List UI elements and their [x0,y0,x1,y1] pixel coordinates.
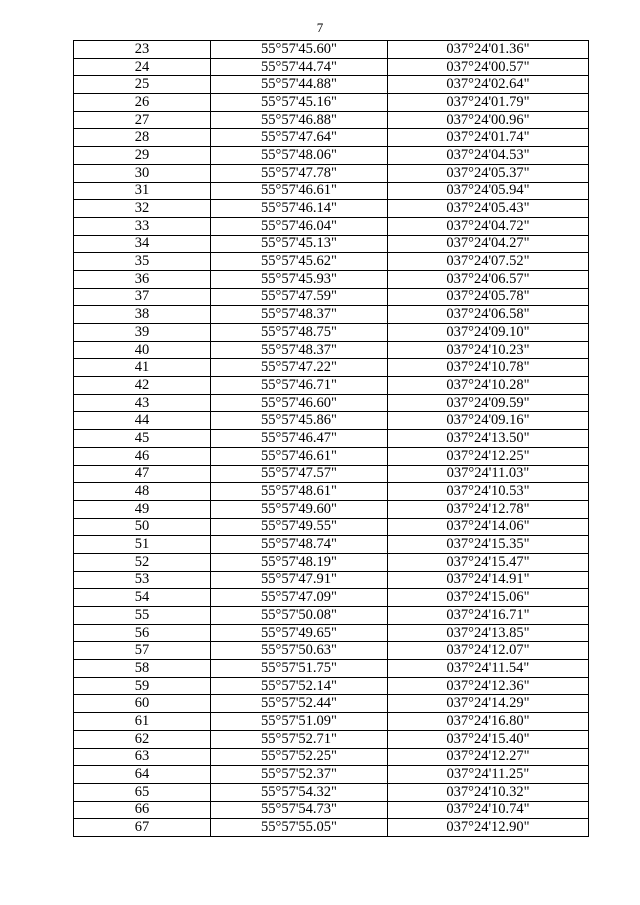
table-row [74,695,589,713]
table-row [74,359,589,377]
point-number-cell: 37 [74,288,211,306]
point-number-cell: 39 [74,324,211,342]
coordinates-table-body [74,41,589,837]
longitude-cell: 037°24'06.57" [388,270,589,288]
point-number-cell: 40 [74,341,211,359]
latitude-cell: 55°57'50.63" [211,642,388,660]
longitude-cell: 037°24'05.37" [388,164,589,182]
point-number-cell: 31 [74,182,211,200]
latitude-cell: 55°57'46.61" [211,182,388,200]
latitude-cell: 55°57'46.47" [211,430,388,448]
latitude-cell: 55°57'55.05" [211,819,388,837]
table-row [74,500,589,518]
longitude-cell: 037°24'10.74" [388,801,589,819]
point-number-cell: 41 [74,359,211,377]
latitude-cell: 55°57'48.19" [211,553,388,571]
point-number-cell: 26 [74,94,211,112]
point-number-cell: 62 [74,730,211,748]
table-row [74,713,589,731]
longitude-cell: 037°24'13.85" [388,624,589,642]
longitude-cell: 037°24'16.80" [388,713,589,731]
point-number-cell: 48 [74,483,211,501]
point-number-cell: 67 [74,819,211,837]
table-row [74,801,589,819]
table-row [74,164,589,182]
table-row [74,288,589,306]
longitude-cell: 037°24'05.43" [388,200,589,218]
longitude-cell: 037°24'13.50" [388,430,589,448]
latitude-cell: 55°57'47.59" [211,288,388,306]
longitude-cell: 037°24'00.96" [388,111,589,129]
longitude-cell: 037°24'06.58" [388,306,589,324]
longitude-cell: 037°24'15.40" [388,730,589,748]
latitude-cell: 55°57'47.57" [211,465,388,483]
latitude-cell: 55°57'45.16" [211,94,388,112]
latitude-cell: 55°57'44.74" [211,58,388,76]
point-number-cell: 46 [74,447,211,465]
point-number-cell: 25 [74,76,211,94]
point-number-cell: 52 [74,553,211,571]
point-number-cell: 34 [74,235,211,253]
table-row [74,235,589,253]
latitude-cell: 55°57'45.62" [211,253,388,271]
latitude-cell: 55°57'54.73" [211,801,388,819]
point-number-cell: 36 [74,270,211,288]
point-number-cell: 63 [74,748,211,766]
table-row [74,447,589,465]
latitude-cell: 55°57'46.71" [211,377,388,395]
point-number-cell: 33 [74,217,211,235]
table-row [74,430,589,448]
longitude-cell: 037°24'02.64" [388,76,589,94]
page-number: 7 [316,20,324,35]
table-row [74,642,589,660]
table-row [74,766,589,784]
latitude-cell: 55°57'48.37" [211,341,388,359]
latitude-cell: 55°57'47.64" [211,129,388,147]
latitude-cell: 55°57'46.14" [211,200,388,218]
point-number-cell: 60 [74,695,211,713]
longitude-cell: 037°24'10.28" [388,377,589,395]
point-number-cell: 64 [74,766,211,784]
point-number-cell: 23 [74,41,211,59]
latitude-cell: 55°57'46.60" [211,394,388,412]
latitude-cell: 55°57'48.37" [211,306,388,324]
longitude-cell: 037°24'12.25" [388,447,589,465]
table-row [74,819,589,837]
table-row [74,465,589,483]
table-row [74,677,589,695]
table-row [74,571,589,589]
table-row [74,200,589,218]
point-number-cell: 50 [74,518,211,536]
latitude-cell: 55°57'52.71" [211,730,388,748]
latitude-cell: 55°57'44.88" [211,76,388,94]
table-row [74,41,589,59]
latitude-cell: 55°57'51.75" [211,660,388,678]
longitude-cell: 037°24'04.27" [388,235,589,253]
longitude-cell: 037°24'15.35" [388,536,589,554]
latitude-cell: 55°57'49.65" [211,624,388,642]
table-row [74,394,589,412]
table-row [74,536,589,554]
table-row [74,111,589,129]
longitude-cell: 037°24'04.72" [388,217,589,235]
point-number-cell: 29 [74,147,211,165]
table-row [74,607,589,625]
latitude-cell: 55°57'52.25" [211,748,388,766]
longitude-cell: 037°24'01.74" [388,129,589,147]
longitude-cell: 037°24'16.71" [388,607,589,625]
longitude-cell: 037°24'14.06" [388,518,589,536]
table-row [74,730,589,748]
longitude-cell: 037°24'10.78" [388,359,589,377]
point-number-cell: 45 [74,430,211,448]
longitude-cell: 037°24'05.94" [388,182,589,200]
longitude-cell: 037°24'01.79" [388,94,589,112]
point-number-cell: 32 [74,200,211,218]
table-row [74,182,589,200]
table-row [74,377,589,395]
latitude-cell: 55°57'45.60" [211,41,388,59]
latitude-cell: 55°57'49.55" [211,518,388,536]
point-number-cell: 66 [74,801,211,819]
point-number-cell: 47 [74,465,211,483]
latitude-cell: 55°57'48.61" [211,483,388,501]
longitude-cell: 037°24'00.57" [388,58,589,76]
longitude-cell: 037°24'07.52" [388,253,589,271]
latitude-cell: 55°57'45.86" [211,412,388,430]
table-row [74,783,589,801]
point-number-cell: 53 [74,571,211,589]
latitude-cell: 55°57'45.93" [211,270,388,288]
table-row [74,129,589,147]
latitude-cell: 55°57'47.22" [211,359,388,377]
latitude-cell: 55°57'46.61" [211,447,388,465]
table-row [74,553,589,571]
point-number-cell: 55 [74,607,211,625]
longitude-cell: 037°24'05.78" [388,288,589,306]
point-number-cell: 43 [74,394,211,412]
latitude-cell: 55°57'50.08" [211,607,388,625]
latitude-cell: 55°57'52.14" [211,677,388,695]
table-row [74,624,589,642]
point-number-cell: 27 [74,111,211,129]
table-row [74,270,589,288]
latitude-cell: 55°57'46.88" [211,111,388,129]
latitude-cell: 55°57'51.09" [211,713,388,731]
longitude-cell: 037°24'14.29" [388,695,589,713]
longitude-cell: 037°24'10.23" [388,341,589,359]
latitude-cell: 55°57'47.91" [211,571,388,589]
point-number-cell: 56 [74,624,211,642]
latitude-cell: 55°57'46.04" [211,217,388,235]
longitude-cell: 037°24'12.07" [388,642,589,660]
latitude-cell: 55°57'48.06" [211,147,388,165]
point-number-cell: 61 [74,713,211,731]
table-row [74,341,589,359]
point-number-cell: 42 [74,377,211,395]
table-row [74,58,589,76]
point-number-cell: 54 [74,589,211,607]
longitude-cell: 037°24'14.91" [388,571,589,589]
point-number-cell: 58 [74,660,211,678]
point-number-cell: 28 [74,129,211,147]
latitude-cell: 55°57'49.60" [211,500,388,518]
table-row [74,217,589,235]
latitude-cell: 55°57'47.78" [211,164,388,182]
point-number-cell: 30 [74,164,211,182]
longitude-cell: 037°24'11.03" [388,465,589,483]
longitude-cell: 037°24'12.90" [388,819,589,837]
longitude-cell: 037°24'15.06" [388,589,589,607]
point-number-cell: 38 [74,306,211,324]
longitude-cell: 037°24'09.59" [388,394,589,412]
table-row [74,324,589,342]
table-row [74,748,589,766]
table-row [74,94,589,112]
table-row [74,518,589,536]
longitude-cell: 037°24'10.32" [388,783,589,801]
point-number-cell: 51 [74,536,211,554]
latitude-cell: 55°57'47.09" [211,589,388,607]
table-row [74,660,589,678]
point-number-cell: 65 [74,783,211,801]
longitude-cell: 037°24'12.27" [388,748,589,766]
longitude-cell: 037°24'11.25" [388,766,589,784]
point-number-cell: 49 [74,500,211,518]
point-number-cell: 35 [74,253,211,271]
longitude-cell: 037°24'11.54" [388,660,589,678]
table-row [74,306,589,324]
latitude-cell: 55°57'45.13" [211,235,388,253]
table-row [74,412,589,430]
longitude-cell: 037°24'04.53" [388,147,589,165]
table-row [74,76,589,94]
latitude-cell: 55°57'48.75" [211,324,388,342]
longitude-cell: 037°24'15.47" [388,553,589,571]
table-row [74,147,589,165]
longitude-cell: 037°24'12.78" [388,500,589,518]
point-number-cell: 24 [74,58,211,76]
longitude-cell: 037°24'10.53" [388,483,589,501]
table-row [74,483,589,501]
table-row [74,253,589,271]
point-number-cell: 59 [74,677,211,695]
longitude-cell: 037°24'01.36" [388,41,589,59]
longitude-cell: 037°24'09.10" [388,324,589,342]
latitude-cell: 55°57'48.74" [211,536,388,554]
longitude-cell: 037°24'12.36" [388,677,589,695]
latitude-cell: 55°57'52.44" [211,695,388,713]
point-number-cell: 44 [74,412,211,430]
point-number-cell: 57 [74,642,211,660]
longitude-cell: 037°24'09.16" [388,412,589,430]
latitude-cell: 55°57'54.32" [211,783,388,801]
coordinates-table [73,40,589,837]
table-row [74,589,589,607]
latitude-cell: 55°57'52.37" [211,766,388,784]
